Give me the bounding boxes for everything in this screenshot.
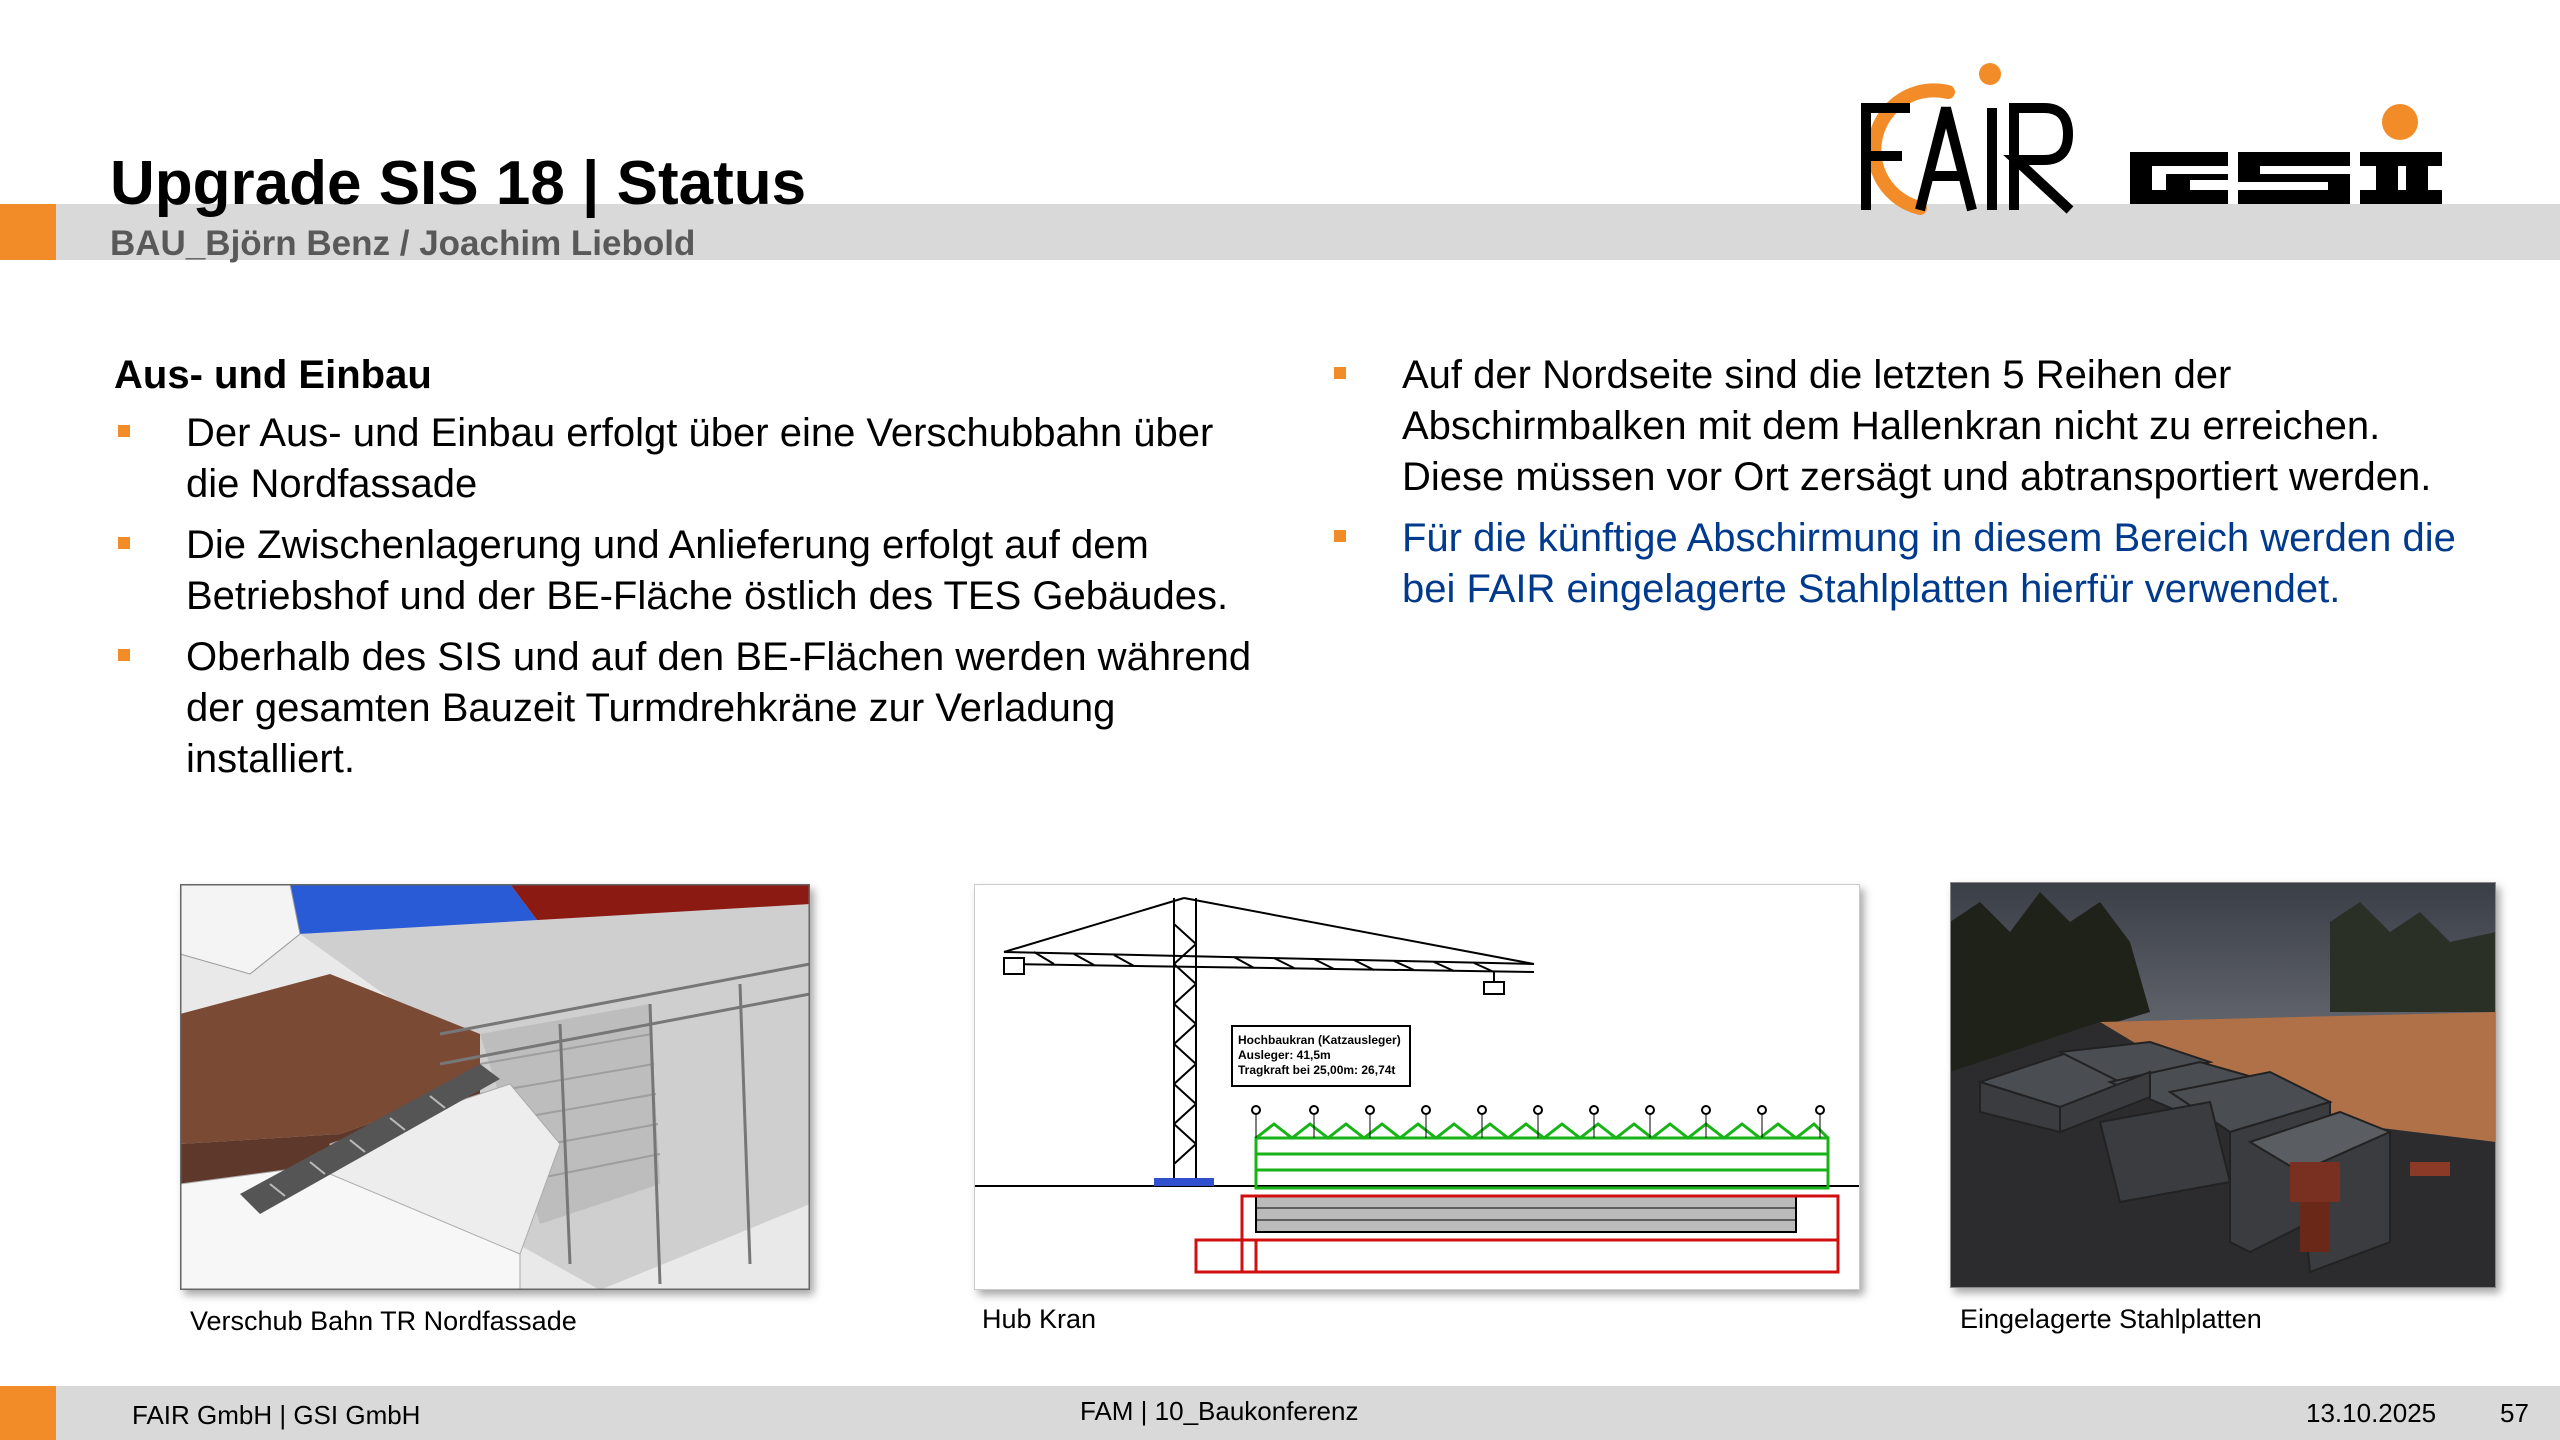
page-subtitle: BAU_Björn Benz / Joachim Liebold [110, 224, 696, 263]
image-caption: Eingelagerte Stahlplatten [1960, 1304, 2262, 1334]
page-number: 57 [2500, 1398, 2529, 1428]
fair-logo [1858, 60, 2078, 240]
section-heading: Aus- und Einbau [114, 353, 432, 397]
page-title: Upgrade SIS 18 | Status [110, 149, 807, 218]
left-bullet-list [114, 408, 1264, 785]
footer-organization: FAIR GmbH | GSI GmbH [132, 1400, 421, 1430]
footer-event: FAM | 10_Baukonferenz [1080, 1396, 1359, 1426]
accent-tab-top [0, 204, 56, 260]
gsi-logo [2130, 100, 2450, 210]
svg-text:Hochbaukran (Katzausleger): Hochbaukran (Katzausleger) [1238, 1033, 1401, 1047]
list-item: Der Aus- und Einbau erfolgt über eine Verschubbahn über die Nordfassade [114, 408, 1264, 510]
accent-tab-bottom [0, 1386, 56, 1440]
image-caption: Verschub Bahn TR Nordfassade [190, 1306, 577, 1336]
image-crane-drawing [974, 884, 1860, 1290]
bullet-icon [1334, 367, 1346, 379]
svg-text:Ausleger: 41,5m: Ausleger: 41,5m [1238, 1048, 1331, 1062]
list-item-highlight: Für die künftige Abschirmung in diesem Bereich werden die bei FAIR eingelagerte Stahlplatten hierfür verwendet. [1330, 513, 2480, 615]
image-verschubbahn-rendering [180, 884, 810, 1290]
svg-text:Tragkraft bei 25,00m: 26,74t: Tragkraft bei 25,00m: 26,74t [1238, 1063, 1396, 1077]
bullet-icon [1334, 530, 1346, 542]
right-bullet-list [1330, 350, 2480, 615]
list-item: Auf der Nordseite sind die letzten 5 Reihen der Abschirmbalken mit dem Hallenkran nicht zu erreichen. Diese müssen vor Ort zersägt und abtransportiert werden. [1330, 350, 2480, 503]
list-item: Die Zwischenlagerung und Anlieferung erfolgt auf dem Betriebshof und der BE-Fläche östlich des TES Gebäudes. [114, 520, 1264, 622]
footer-date: 13.10.2025 [2306, 1398, 2437, 1428]
image-steel-plates-photo [1950, 882, 2496, 1288]
image-caption: Hub Kran [982, 1304, 1097, 1334]
left-text-column [114, 350, 1264, 795]
bullet-icon [118, 425, 130, 437]
right-text-column [1330, 350, 2480, 625]
list-item: Oberhalb des SIS und auf den BE-Flächen werden während der gesamten Bauzeit Turmdrehkräne zur Verladung installiert. [114, 632, 1264, 785]
bullet-icon [118, 649, 130, 661]
bullet-icon [118, 537, 130, 549]
